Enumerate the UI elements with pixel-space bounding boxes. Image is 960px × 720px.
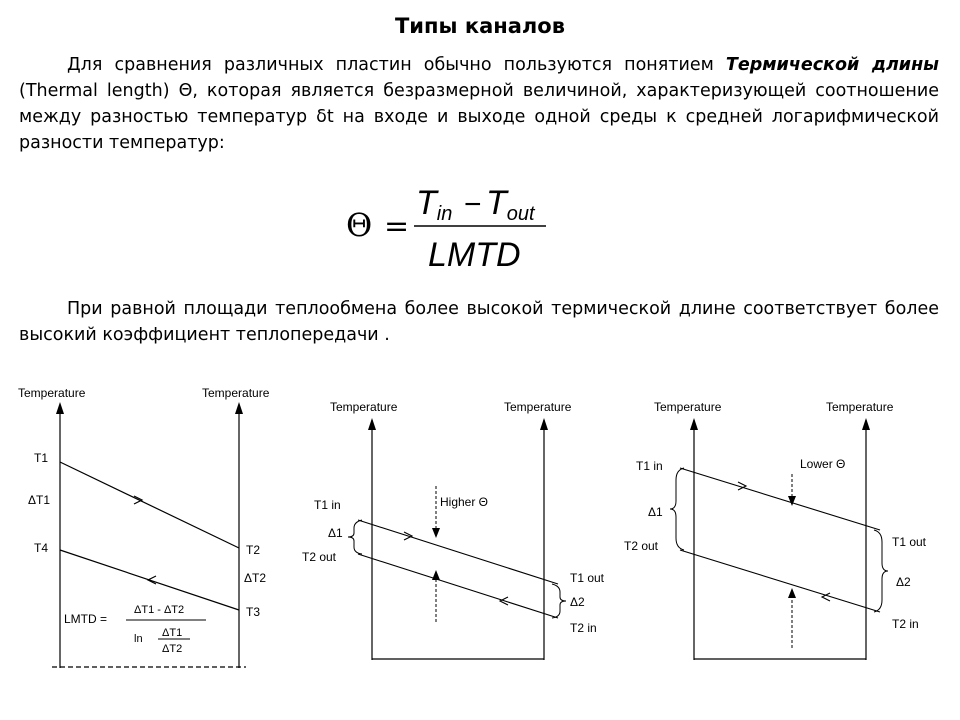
fig1-axis-right-label: Temperature [202,386,270,400]
fig1-label-dt1: ΔT1 [28,493,51,507]
fig2-higher-arrowhead-bottom [432,570,440,580]
fig3-cold-line [680,550,880,612]
fig2-label-d2: Δ2 [570,595,585,609]
formula-minus: − [464,188,482,221]
fig3-lower-arrowhead-bottom [788,588,796,598]
fig1-axis-left-label: Temperature [18,386,86,400]
fig1-hot-line [60,462,239,548]
fig3-label-lower: Lower Θ [800,457,846,471]
paragraph-thermal-length [19,52,939,156]
fig2-label-higher: Higher Θ [440,495,489,509]
fig3-axis-left-label: Temperature [654,400,722,414]
fig3-lower-arrowhead-top [788,496,796,506]
fig3-axis-right-label: Temperature [826,400,894,414]
para1-text-after: (Thermal length) Θ, которая является безразмерной величиной, характеризующей соотношение между разностью температур δt на входе и выходе одной среды к средней логарифмической разности температур: [19,81,939,153]
fig1-label-t4: T4 [34,541,49,555]
fig2-label-t1out: T1 out [570,571,605,585]
fig1-axis-right-arrow [235,402,243,414]
fig1-lmtd-frac-top: ΔT1 [162,627,183,639]
fig3-right-brace [874,530,888,612]
paragraph-conclusion [19,296,939,348]
figure-lower-theta [620,396,950,666]
formula-theta: Θ [346,206,373,244]
fig1-cold-line [60,550,239,610]
fig3-label-t2in: T2 in [892,617,919,631]
fig1-axis-left-arrow [56,402,64,414]
fig1-label-t1: T1 [34,451,49,465]
fig2-right-brace [552,584,566,618]
fig2-higher-arrowhead-top [432,528,440,538]
fig3-label-t2out: T2 out [624,539,659,553]
para1-text-before: Для сравнения различных пластин обычно пользуются понятием [67,55,726,75]
fig2-axis-right-arrow [540,418,548,430]
fig3-label-d1: Δ1 [648,505,663,519]
fig3-axis-right-arrow [862,418,870,430]
fig1-label-t3: T3 [246,605,261,619]
fig2-axis-left-arrow [368,418,376,430]
para1-term: Термической длины [725,55,939,75]
fig3-left-brace [670,468,684,550]
fig1-label-t2: T2 [246,543,261,557]
fig2-axis-right-label: Temperature [504,400,572,414]
fig3-label-d2: Δ2 [896,575,911,589]
fig2-label-t2out: T2 out [302,550,337,564]
fig2-label-d1: Δ1 [328,526,343,540]
fig2-label-t2in: T2 in [570,621,597,635]
formula-equals: = [384,209,410,244]
fig3-hot-line [680,468,880,530]
thermal-length-formula [340,180,600,280]
formula-tin: Tin [416,184,453,225]
fig2-hot-line [358,520,558,584]
fig2-cold-line [358,554,558,618]
fig2-left-brace [348,520,362,554]
figure-lmtd-diagram [14,380,290,672]
fig2-label-t1in: T1 in [314,498,341,512]
fig2-axis-left-label: Temperature [330,400,398,414]
fig3-axis-left-arrow [690,418,698,430]
fig1-cold-arrow [148,576,156,584]
fig1-lmtd-frac-bottom: ΔT2 [162,643,183,655]
fig3-label-t1out: T1 out [892,535,927,549]
formula-tout: Tout [486,184,535,225]
fig1-label-dt2: ΔT2 [244,571,267,585]
fig3-label-t1in: T1 in [636,459,663,473]
fig1-lmtd-label: LMTD = [64,612,108,626]
fig1-lmtd-numerator: ΔT1 - ΔT2 [134,604,185,616]
figure-higher-theta [300,396,620,666]
para2-text: При равной площади теплообмена более высокой термической длине соответствует более высокий коэффициент теплопередачи . [19,299,939,345]
formula-lmtd: LMTD [428,236,521,274]
fig1-lmtd-ln: ln [134,633,143,645]
slide-title: Типы каналов [394,14,566,38]
